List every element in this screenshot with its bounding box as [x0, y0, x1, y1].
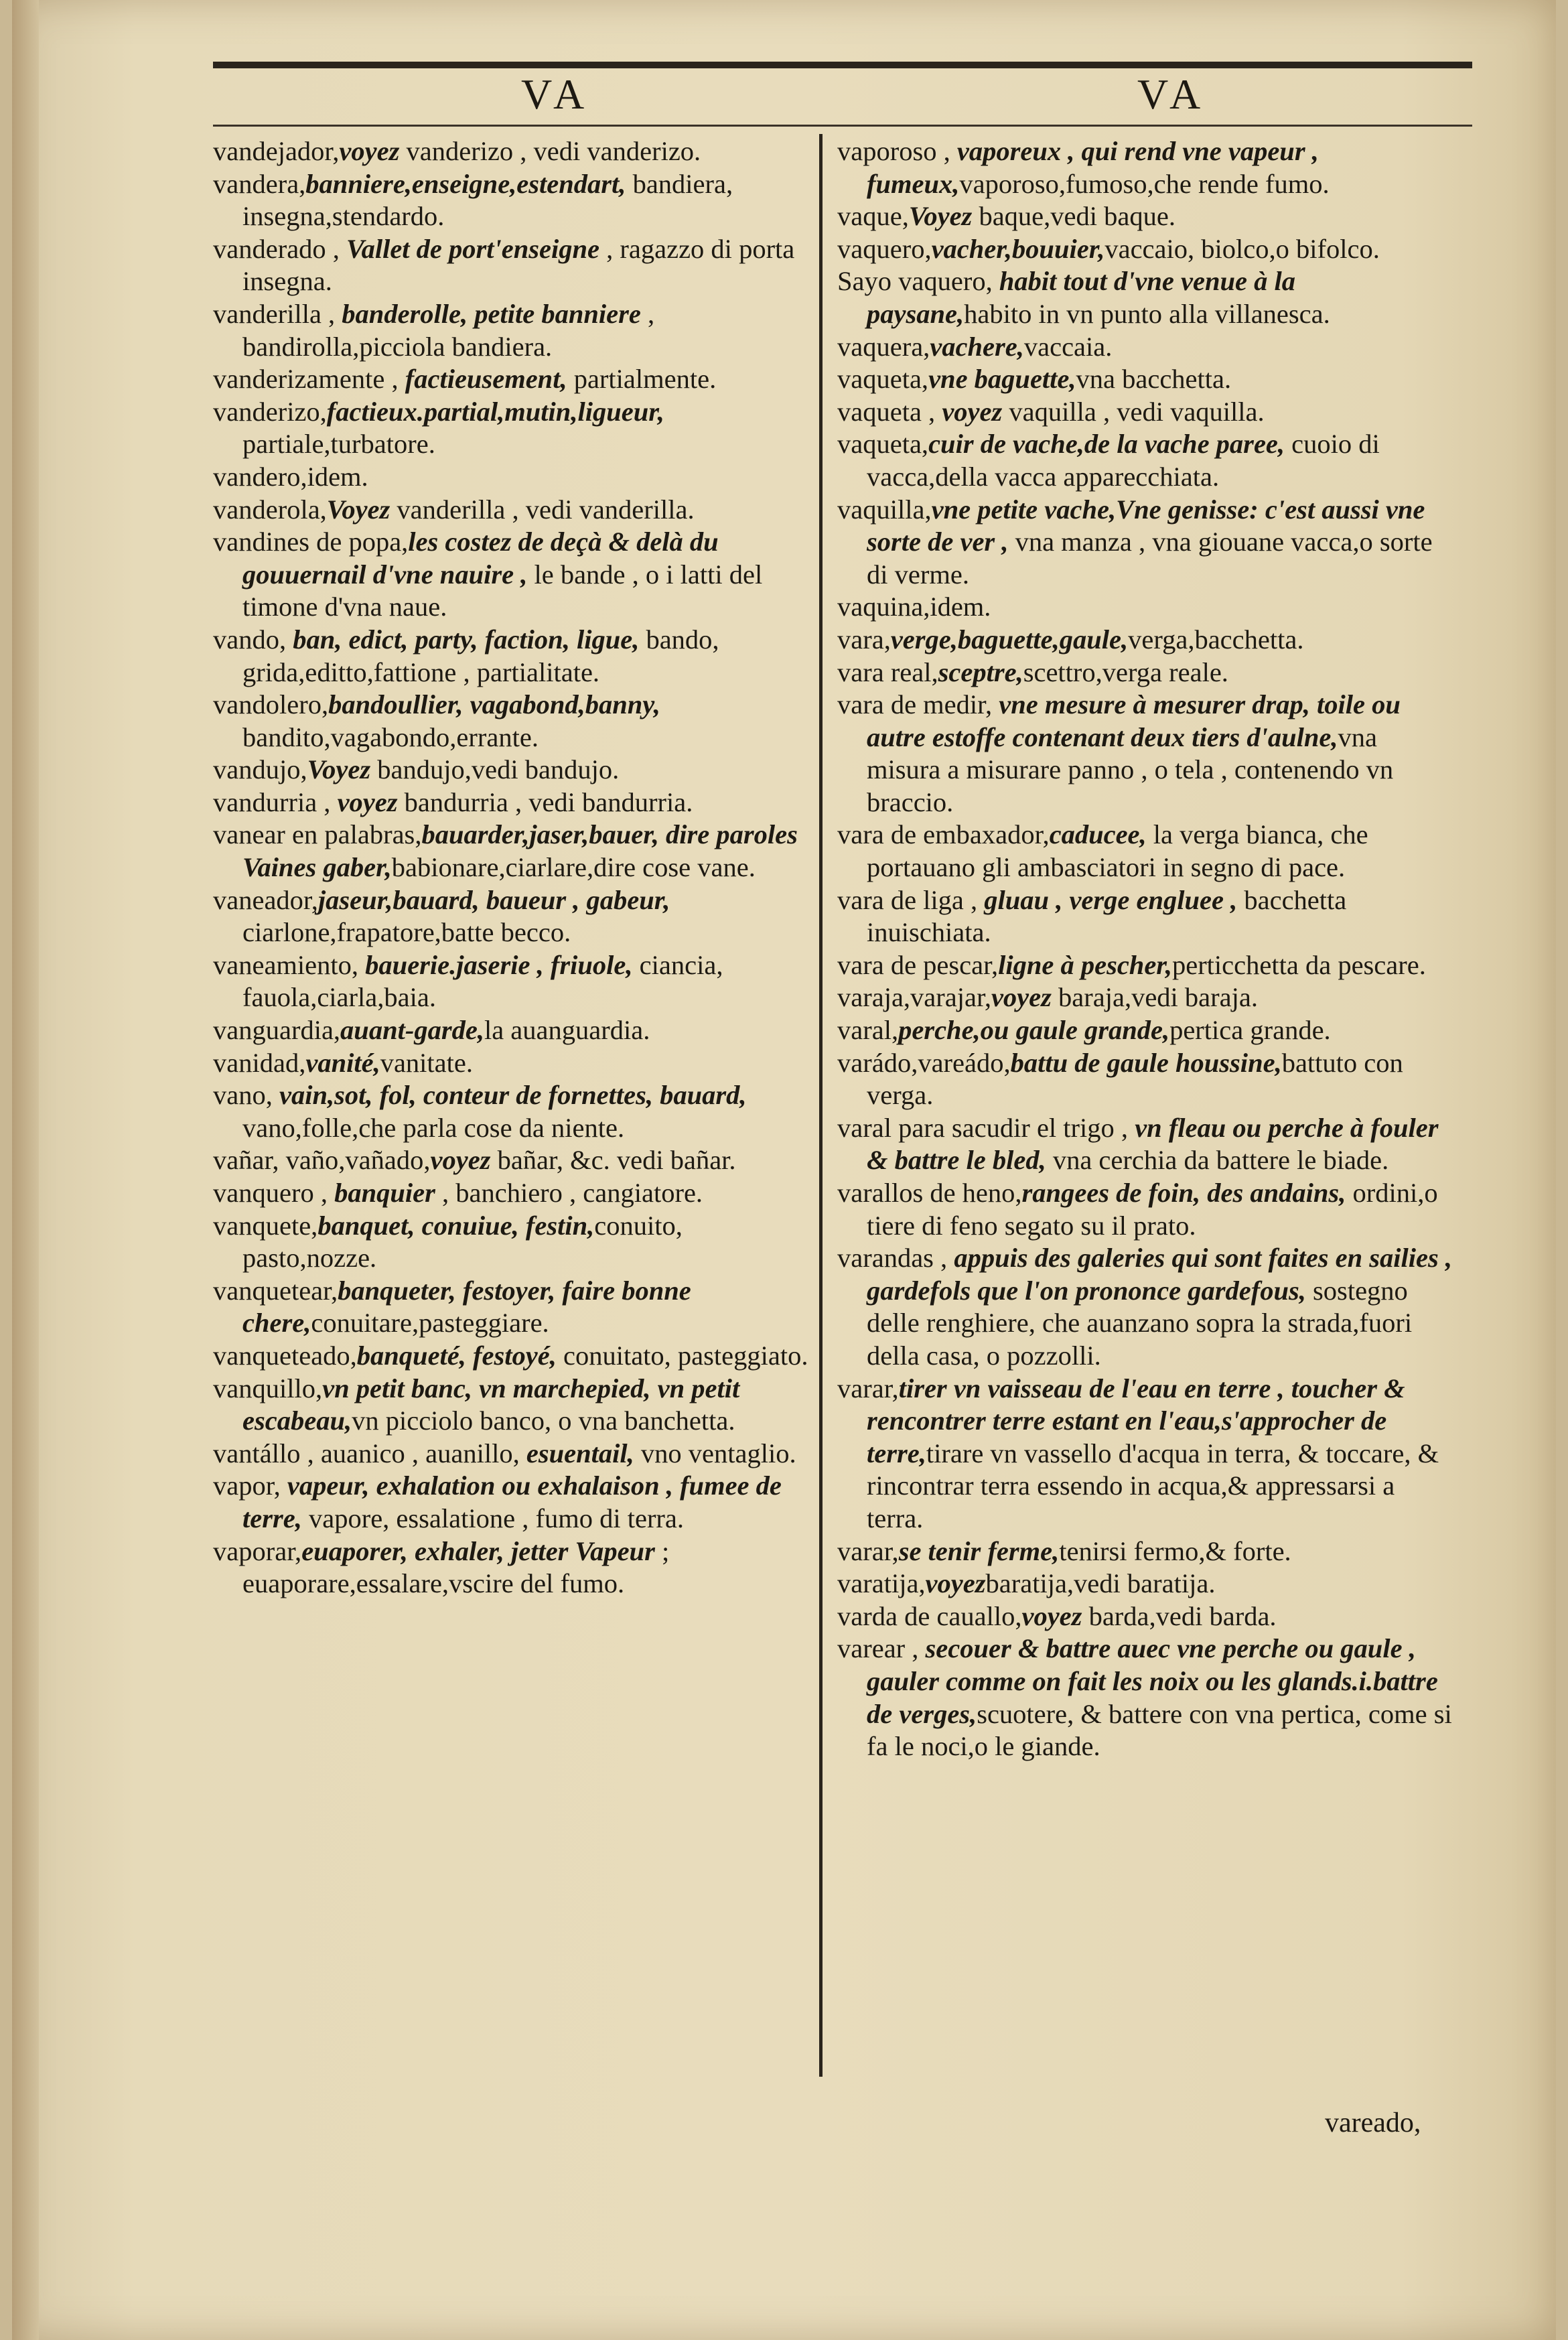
dictionary-entry: [837, 1535, 1453, 1568]
entry-french-gloss: voyez: [925, 1568, 986, 1599]
entry-french-gloss: auant-garde,: [340, 1015, 484, 1046]
entry-italian-gloss: ciancia, fauola,ciarla,baia.: [242, 949, 723, 1013]
header-rule-bottom: [213, 125, 1472, 127]
entry-headword: varear ,: [837, 1633, 926, 1664]
entry-headword: varal,: [837, 1015, 899, 1046]
entry-headword: vaquera,: [837, 331, 930, 362]
dictionary-entry: [837, 363, 1453, 396]
entry-italian-gloss: tenirsi fermo,& forte.: [1059, 1535, 1291, 1566]
entry-italian-gloss: baraja,vedi baraja.: [1051, 982, 1258, 1013]
entry-italian-gloss: vanderizo , vedi vanderizo.: [399, 136, 701, 166]
entry-headword: vandines de popa,: [213, 527, 409, 557]
dictionary-entry: [213, 1373, 816, 1438]
entry-headword: vaqueta ,: [837, 396, 942, 427]
entry-italian-gloss: bandiera, insegna,stendardo.: [242, 168, 733, 232]
entry-headword: vaquero,: [837, 233, 932, 264]
entry-french-gloss: tirer vn vaisseau de l'eau en terre , toucher & rencontrer terre estant en l'eau,s'approcher de terre,: [867, 1373, 1405, 1468]
entry-french-gloss: vain,sot, fol, conteur de fornettes, bauard,: [279, 1080, 747, 1111]
entry-italian-gloss: perticchetta da pescare.: [1171, 949, 1426, 980]
entry-italian-gloss: vaccaio, biolco,o bifolco.: [1104, 233, 1380, 264]
entry-italian-gloss: partiale,turbatore.: [242, 429, 435, 460]
entry-headword: vara de embaxador,: [837, 819, 1050, 850]
entry-italian-gloss: vano,folle,che parla cose da niente.: [242, 1112, 625, 1143]
dictionary-entry: [213, 1340, 816, 1373]
entry-headword: varar,: [837, 1535, 899, 1566]
entry-french-gloss: battu de gaule houssine,: [1010, 1047, 1282, 1078]
dictionary-entry: [837, 1112, 1453, 1177]
entry-italian-gloss: bañar, &c. vedi bañar.: [490, 1145, 736, 1176]
entry-french-gloss: vapeur, exhalation ou exhalaison , fumee de terre,: [242, 1470, 782, 1533]
dictionary-entry: [837, 949, 1453, 982]
column-divider: [819, 134, 823, 2077]
entry-headword: vanquillo,: [213, 1373, 323, 1403]
entry-headword: vanquete,: [213, 1210, 318, 1241]
dictionary-entry: [213, 298, 816, 363]
entry-italian-gloss: vn picciolo banco, o vna banchetta.: [352, 1405, 735, 1436]
entry-italian-gloss: baque,vedi baque.: [972, 201, 1175, 232]
entry-italian-gloss: baratija,vedi baratija.: [985, 1568, 1216, 1599]
entry-headword: vaqueta,: [837, 429, 929, 460]
entry-italian-gloss: vna misura a misurare panno , o tela , contenendo vn braccio.: [867, 721, 1394, 817]
entry-headword: varatija,: [837, 1568, 926, 1599]
entry-french-gloss: cuir de vache,de la vache paree,: [928, 429, 1285, 460]
entry-headword: varádo,vareádo,: [837, 1047, 1011, 1078]
left-column: [213, 135, 816, 1600]
entry-french-gloss: vne petite vache,Vne genisse: c'est aussi vne sorte de ver ,: [867, 494, 1425, 557]
entry-italian-gloss: tirare vn vassello d'acqua in terra, & toccare, & rincontrar terra essendo in acqua,& appressarsi a terra.: [867, 1438, 1439, 1533]
entry-headword: vandero,idem.: [213, 461, 368, 492]
entry-italian-gloss: bandujo,vedi bandujo.: [370, 754, 620, 785]
entry-italian-gloss: bando, grida,editto,fattione , partialitate.: [242, 624, 719, 687]
entry-italian-gloss: cuoio di vacca,della vacca apparecchiata.: [867, 429, 1380, 492]
entry-headword: vandejador,: [213, 136, 340, 166]
entry-headword: vara real,: [837, 657, 938, 687]
entry-french-gloss: vn fleau ou perche à fouler & battre le bled,: [867, 1112, 1439, 1176]
entry-italian-gloss: verga,bacchetta.: [1128, 624, 1304, 655]
book-page: [12, 0, 1556, 2340]
entry-french-gloss: ban, edict, party, faction, ligue,: [293, 624, 640, 655]
dictionary-entry: [837, 494, 1453, 592]
entry-french-gloss: factieux.partial,mutin,ligueur,: [326, 396, 664, 427]
dictionary-entry: [213, 461, 816, 494]
dictionary-entry: [213, 168, 816, 233]
dictionary-entry: [213, 135, 816, 168]
entry-italian-gloss: vaquilla , vedi vaquilla.: [1002, 396, 1265, 427]
entry-italian-gloss: conuitato, pasteggiato.: [556, 1340, 808, 1371]
entry-headword: vaneamiento,: [213, 949, 366, 980]
entry-headword: vanderado ,: [213, 233, 347, 264]
dictionary-entry: [837, 981, 1453, 1014]
entry-italian-gloss: la auanguardia.: [484, 1015, 650, 1046]
entry-french-gloss: voyez: [991, 982, 1052, 1013]
entry-headword: vaneador,: [213, 884, 318, 915]
running-head-left: VA: [521, 70, 591, 118]
entry-french-gloss: se tenir ferme,: [898, 1535, 1060, 1566]
entry-headword: vantállo , auanico , auanillo,: [213, 1438, 526, 1468]
entry-italian-gloss: vna cerchia da battere le biade.: [1046, 1145, 1389, 1176]
entry-headword: varallos de heno,: [837, 1178, 1022, 1208]
entry-italian-gloss: barda,vedi barda.: [1082, 1600, 1277, 1631]
entry-italian-gloss: sostegno delle renghiere, che auanzano sopra la strada,fuori della casa, o pozzolli.: [867, 1275, 1413, 1371]
dictionary-entry: [837, 1242, 1453, 1372]
dictionary-entry: [837, 135, 1453, 200]
dictionary-entry: [213, 396, 816, 461]
entry-french-gloss: Vallet de port'enseigne: [346, 233, 600, 264]
entry-italian-gloss: babionare,ciarlare,dire cose vane.: [391, 852, 756, 883]
entry-french-gloss: voyez: [430, 1145, 491, 1176]
entry-italian-gloss: ; euaporare,essalare,vscire del fumo.: [242, 1535, 670, 1599]
catchword: vareado,: [1325, 2108, 1421, 2138]
entry-french-gloss: voyez: [942, 396, 1003, 427]
entry-italian-gloss: vaporoso,fumoso,che rende fumo.: [959, 168, 1330, 199]
dictionary-entry: [213, 786, 816, 819]
entry-italian-gloss: conuitare,pasteggiare.: [311, 1308, 549, 1338]
entry-french-gloss: vacher,bouuier,: [931, 233, 1105, 264]
entry-italian-gloss: vna bacchetta.: [1076, 364, 1232, 395]
dictionary-entry: [213, 1177, 816, 1210]
dictionary-entry: [837, 884, 1453, 949]
entry-french-gloss: banqueté, festoyé,: [356, 1340, 557, 1371]
dictionary-entry: [213, 1047, 816, 1080]
dictionary-entry: [837, 331, 1453, 364]
entry-headword: vanderilla ,: [213, 298, 342, 329]
dictionary-entry: [213, 949, 816, 1014]
dictionary-entry: [837, 396, 1453, 429]
entry-italian-gloss: , banchiero , cangiatore.: [435, 1178, 703, 1208]
entry-italian-gloss: ciarlone,frapatore,batte becco.: [242, 917, 571, 948]
entry-french-gloss: vachere,: [930, 331, 1024, 362]
dictionary-entry: [213, 363, 816, 396]
entry-french-gloss: Voyez: [326, 494, 390, 525]
entry-headword: vanquero ,: [213, 1178, 335, 1208]
dictionary-entry: [837, 1568, 1453, 1600]
entry-italian-gloss: vna manza , vna giouane vacca,o sorte di verme.: [867, 527, 1433, 590]
entry-french-gloss: vanité,: [305, 1047, 380, 1078]
dictionary-entry: [213, 1470, 816, 1535]
entry-french-gloss: rangees de foin, des andains,: [1021, 1178, 1346, 1208]
header-rule-top: [213, 62, 1472, 68]
entry-headword: varal para sacudir el trigo ,: [837, 1112, 1135, 1143]
entry-headword: vanquetear,: [213, 1275, 338, 1306]
entry-headword: vanderola,: [213, 494, 327, 525]
dictionary-entry: [837, 1600, 1453, 1633]
entry-italian-gloss: conuito, pasto,nozze.: [242, 1210, 683, 1274]
entry-italian-gloss: bandito,vagabondo,errante.: [242, 721, 539, 752]
entry-french-gloss: bauerie.jaserie , friuole,: [365, 949, 633, 980]
entry-headword: vaquilla,: [837, 494, 932, 525]
entry-italian-gloss: bandurria , vedi bandurria.: [397, 786, 693, 817]
entry-headword: vanidad,: [213, 1047, 306, 1078]
dictionary-entry: [837, 624, 1453, 657]
dictionary-entry: [837, 200, 1453, 233]
entry-french-gloss: perche,ou gaule grande,: [898, 1015, 1170, 1046]
dictionary-entry: [213, 1014, 816, 1047]
entry-headword: varaja,varajar,: [837, 982, 991, 1013]
entry-headword: vaporar,: [213, 1535, 302, 1566]
right-column: [837, 135, 1453, 1763]
entry-french-gloss: Voyez: [908, 201, 973, 232]
entry-italian-gloss: , bandirolla,picciola bandiera.: [242, 298, 655, 362]
entry-french-gloss: bauarder,jaser,bauer, dire paroles Vaines gaber,: [242, 819, 798, 883]
dictionary-entry: [213, 1438, 816, 1470]
running-head-right: VA: [1137, 70, 1208, 118]
entry-italian-gloss: la verga bianca, che portauano gli ambasciatori in segno di pace.: [867, 819, 1368, 883]
dictionary-entry: [837, 1177, 1453, 1242]
entry-headword: vanderizamente ,: [213, 364, 405, 395]
dictionary-entry: [837, 657, 1453, 689]
dictionary-entry: [837, 265, 1453, 330]
entry-headword: vara de liga ,: [837, 884, 985, 915]
entry-headword: vañar, vaño,vañado,: [213, 1145, 431, 1176]
entry-headword: vanqueteado,: [213, 1340, 357, 1371]
entry-headword: vaquina,idem.: [837, 592, 991, 622]
entry-italian-gloss: habito in vn punto alla villanesca.: [964, 298, 1330, 329]
dictionary-entry: [213, 819, 816, 884]
entry-italian-gloss: vanitate.: [380, 1047, 474, 1078]
entry-french-gloss: factieusement,: [405, 364, 567, 395]
entry-headword: vara,: [837, 624, 891, 655]
entry-headword: vandolero,: [213, 689, 329, 720]
entry-french-gloss: secouer & battre auec vne perche ou gaule , gauler comme on fait les noix ou les glands.i.battre de verges,: [867, 1633, 1438, 1729]
entry-french-gloss: banqueter, festoyer, faire bonne chere,: [242, 1275, 691, 1338]
entry-headword: varandas ,: [837, 1243, 954, 1274]
entry-french-gloss: euaporer, exhaler, jetter Vapeur: [301, 1535, 655, 1566]
entry-french-gloss: habit tout d'vne venue à la paysane,: [867, 266, 1295, 329]
entry-headword: vandujo,: [213, 754, 307, 785]
dictionary-entry: [837, 428, 1453, 493]
entry-headword: vanderizo,: [213, 396, 327, 427]
entry-italian-gloss: pertica grande.: [1169, 1015, 1331, 1046]
entry-italian-gloss: partialmente.: [567, 364, 717, 395]
entry-italian-gloss: , ragazzo di porta insegna.: [242, 233, 795, 297]
dictionary-entry: [213, 233, 816, 298]
entry-french-gloss: banquet, conuiue, festin,: [317, 1210, 595, 1241]
entry-italian-gloss: scuotere, & battere con vna pertica, come si fa le noci,o le giande.: [867, 1698, 1452, 1762]
entry-italian-gloss: battuto con verga.: [867, 1047, 1403, 1111]
entry-italian-gloss: vapore, essalatione , fumo di terra.: [301, 1503, 685, 1533]
entry-italian-gloss: scettro,verga reale.: [1023, 657, 1228, 687]
dictionary-entry: [837, 819, 1453, 884]
dictionary-entry: [837, 591, 1453, 624]
entry-headword: vapor,: [213, 1470, 287, 1501]
dictionary-entry: [213, 1079, 816, 1144]
entry-french-gloss: jaseur,bauard, baueur , gabeur,: [317, 884, 670, 915]
entry-french-gloss: voyez: [1021, 1600, 1082, 1631]
entry-headword: varar,: [837, 1373, 899, 1403]
entry-headword: vanguardia,: [213, 1015, 341, 1046]
entry-headword: vandurria ,: [213, 786, 338, 817]
dictionary-entry: [213, 624, 816, 689]
dictionary-entry: [837, 1047, 1453, 1112]
entry-french-gloss: esuentail,: [526, 1438, 634, 1468]
entry-french-gloss: banquier: [334, 1178, 435, 1208]
dictionary-entry: [213, 494, 816, 527]
entry-french-gloss: voyez: [337, 786, 398, 817]
entry-french-gloss: voyez: [339, 136, 400, 166]
entry-french-gloss: sceptre,: [938, 657, 1023, 687]
entry-french-gloss: gluau , verge engluee ,: [984, 884, 1238, 915]
entry-french-gloss: vaporeux , qui rend vne vapeur , fumeux,: [867, 136, 1319, 199]
entry-french-gloss: vne mesure à mesurer drap, toile ou autre estoffe contenant deux tiers d'aulne,: [867, 689, 1401, 752]
dictionary-entry: [213, 1210, 816, 1275]
entry-french-gloss: appuis des galeries qui sont faites en sailies , gardefols que l'on prononce gardefous,: [867, 1243, 1452, 1306]
entry-headword: vaporoso ,: [837, 136, 957, 166]
entry-french-gloss: vne baguette,: [928, 364, 1076, 395]
entry-headword: vandera,: [213, 168, 306, 199]
dictionary-entry: [213, 526, 816, 624]
dictionary-entry: [213, 1144, 816, 1177]
dictionary-entry: [837, 1633, 1453, 1763]
entry-headword: vanear en palabras,: [213, 819, 422, 850]
entry-french-gloss: verge,baguette,gaule,: [890, 624, 1129, 655]
entry-french-gloss: caducee,: [1049, 819, 1147, 850]
dictionary-entry: [837, 233, 1453, 266]
page-gutter-edge: [12, 0, 39, 2340]
entry-headword: vando,: [213, 624, 293, 655]
entry-italian-gloss: vanderilla , vedi vanderilla.: [390, 494, 695, 525]
entry-headword: vaque,: [837, 201, 909, 232]
entry-headword: Sayo vaquero,: [837, 266, 999, 297]
entry-italian-gloss: le bande , o i latti del timone d'vna naue.: [242, 559, 763, 622]
dictionary-entry: [837, 1373, 1453, 1535]
entry-french-gloss: vn petit banc, vn marchepied, vn petit escabeau,: [242, 1373, 740, 1436]
dictionary-entry: [213, 884, 816, 949]
dictionary-entry: [213, 689, 816, 754]
dictionary-entry: [213, 1535, 816, 1600]
entry-headword: vano,: [213, 1080, 279, 1111]
entry-french-gloss: bandoullier, vagabond,banny,: [328, 689, 660, 720]
entry-italian-gloss: vno ventaglio.: [634, 1438, 796, 1468]
entry-french-gloss: banderolle, petite banniere: [342, 298, 641, 329]
entry-headword: vaqueta,: [837, 364, 929, 395]
entry-italian-gloss: bacchetta inuischiata.: [867, 884, 1347, 948]
dictionary-entry: [213, 1275, 816, 1340]
entry-italian-gloss: ordini,o tiere di feno segato su il prato.: [867, 1178, 1438, 1241]
entry-french-gloss: Voyez: [307, 754, 371, 785]
entry-headword: varda de cauallo,: [837, 1600, 1022, 1631]
dictionary-entry: [837, 689, 1453, 819]
entry-french-gloss: ligne à pescher,: [998, 949, 1172, 980]
entry-italian-gloss: vaccaia.: [1023, 331, 1113, 362]
entry-french-gloss: les costez de deçà & delà du gouuernail d'vne nauire ,: [242, 527, 719, 590]
entry-french-gloss: banniere,enseigne,estendart,: [305, 168, 626, 199]
dictionary-entry: [213, 754, 816, 786]
entry-headword: vara de pescar,: [837, 949, 999, 980]
dictionary-entry: [837, 1014, 1453, 1047]
entry-headword: vara de medir,: [837, 689, 999, 720]
